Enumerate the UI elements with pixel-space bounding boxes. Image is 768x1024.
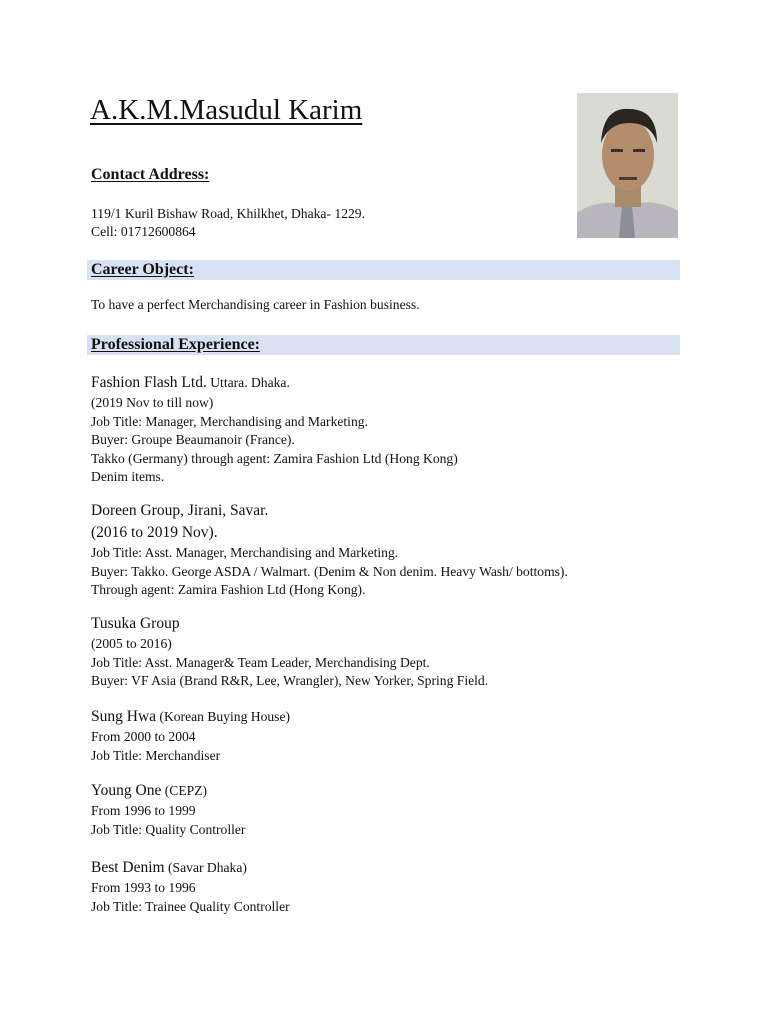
entry-line: (2019 Nov to till now): [91, 395, 214, 410]
experience-entry: [91, 613, 488, 691]
entry-line: From 2000 to 2004: [91, 729, 196, 744]
company-location: (CEPZ): [161, 783, 208, 798]
company-name: Best Denim: [91, 859, 165, 876]
entry-line: Job Title: Asst. Manager, Merchandising and Marketing.: [91, 545, 399, 560]
entry-line: Job Title: Asst. Manager& Team Leader, Merchandising Dept.: [91, 654, 430, 670]
company-name: Doreen Group, Jirani, Savar.: [91, 502, 269, 519]
entry-period: (2016 to 2019 Nov).: [91, 524, 218, 541]
entry-line: Job Title: Merchandiser: [91, 747, 221, 763]
entry-line: Job Title: Manager, Merchandising and Marketing.: [91, 413, 368, 429]
company-location: Uttara. Dhaka.: [206, 375, 290, 390]
contact-address: 119/1 Kuril Bishaw Road, Khilkhet, Dhaka- 1229.: [91, 206, 365, 221]
entry-line: Through agent: Zamira Fashion Ltd (Hong Kong).: [91, 582, 366, 597]
experience-entry: [91, 500, 568, 600]
entry-line: Job Title: Trainee Quality Controller: [91, 898, 290, 914]
company-name: Young One: [91, 782, 162, 799]
candidate-name: A.K.M.Masudul Karim: [90, 94, 363, 126]
experience-entry: [91, 706, 290, 765]
career-heading: Career Object:: [91, 261, 194, 278]
entry-line: Buyer: Groupe Beaumanoir (France).: [91, 432, 295, 447]
career-objective-text: To have a perfect Merchandising career in Fashion business.: [91, 297, 420, 312]
profile-photo: [577, 93, 678, 238]
entry-line: From 1993 to 1996: [91, 880, 196, 895]
company-name: Tusuka Group: [91, 615, 180, 632]
entry-line: Job Title: Quality Controller: [91, 821, 246, 837]
experience-entry: [91, 780, 245, 839]
entry-line: Denim items.: [91, 469, 165, 484]
experience-entry: [91, 372, 458, 487]
entry-line: Buyer: VF Asia (Brand R&R, Lee, Wrangler), New Yorker, Spring Field.: [91, 673, 489, 688]
entry-line: (2005 to 2016): [91, 636, 172, 651]
experience-heading: Professional Experience:: [91, 336, 261, 353]
contact-cell: Cell: 01712600864: [91, 224, 196, 239]
contact-heading: Contact Address:: [91, 166, 210, 183]
company-location: (Savar Dhaka): [164, 860, 247, 875]
company-name: Fashion Flash Ltd.: [91, 374, 207, 391]
entry-line: Takko (Germany) through agent: Zamira Fashion Ltd (Hong Kong): [91, 450, 458, 466]
entry-line: Buyer: Takko. George ASDA / Walmart. (Denim & Non denim. Heavy Wash/ bottoms).: [91, 563, 568, 579]
experience-entry: [91, 857, 290, 916]
company-name: Sung Hwa: [91, 708, 157, 725]
entry-line: From 1996 to 1999: [91, 803, 196, 818]
company-location: (Korean Buying House): [156, 709, 291, 724]
